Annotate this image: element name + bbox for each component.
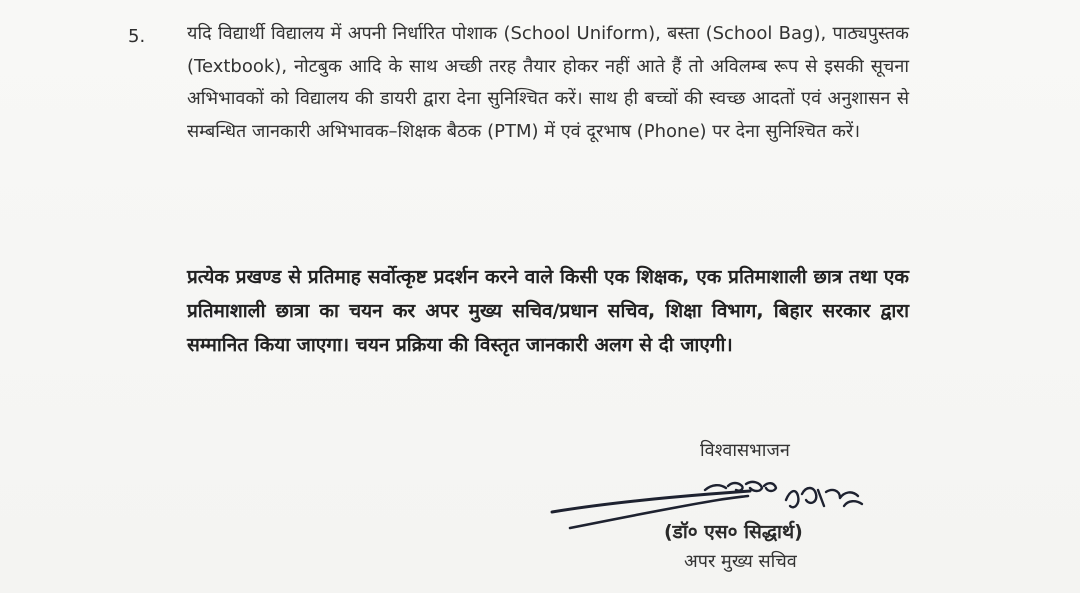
paragraph-item-5: यदि विद्यार्थी विद्यालय में अपनी निर्धारित पोशाक (School Uniform), बस्ता (School Bag), पाठ्यपुस्तक (Textbook), नोटबुक आदि के साथ अच्छी तरह तैयार होकर नहीं आते हैं तो अविलम्ब रूप से इसकी सूचना अभिभावकों को विद्यालय की डायरी द्वारा देना सुनिश्चित करें। साथ ही बच्चों की स्वच्छ आदतों एवं अनुशासन से सम्बन्धित जानकारी अभिभावक–शिक्षक बैठक (PTM) में एवं दूरभाष (Phone) पर देना सुनिश्चित करें। (187, 23, 909, 142)
signatory-designation: अपर मुख्य सचिव (684, 551, 797, 572)
item-number: 5. (128, 26, 146, 47)
signature-stroke-3 (705, 482, 776, 491)
signatory-name: (डॉ० एस० सिद्धार्थ) (664, 521, 803, 543)
highlight-paragraph: प्रत्येक प्रखण्ड से प्रतिमाह सर्वोत्कृष्ट प्रदर्शन करने वाले किसी एक शिक्षक, एक प्रतिमाशाली छात्र तथा एक प्रतिमाशाली छात्रा का चयन कर अपर मुख्य सचिव/प्रधान सचिव, शिक्षा विभाग, बिहार सरकार द्वारा सम्मानित किया जाएगा। चयन प्रक्रिया की विस्तृत जानकारी अलग से दी जाएगी। (187, 266, 909, 356)
signature-stroke-4 (786, 488, 862, 507)
signature-stroke-1 (552, 491, 750, 512)
closing-salutation: विश्वासभाजन (700, 440, 790, 461)
